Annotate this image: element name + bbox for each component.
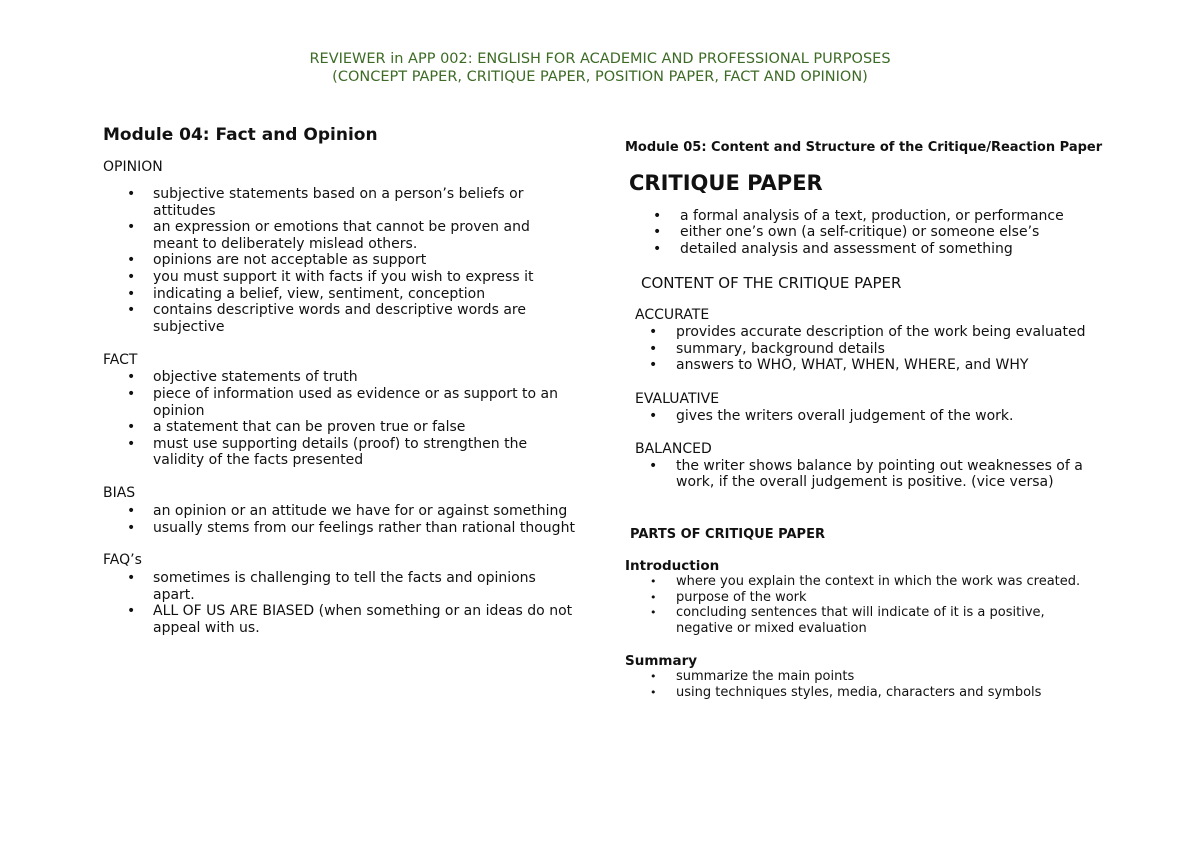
list-item: • gives the writers overall judgement of the work.	[621, 408, 1105, 425]
list-item: • piece of information used as evidence or as support to an opinion	[103, 386, 578, 419]
header-line-1: REVIEWER in APP 002: ENGLISH FOR ACADEMIC AND PROFESSIONAL PURPOSES	[309, 51, 891, 67]
list-item: • opinions are not acceptable as support	[103, 252, 578, 269]
bias-list	[103, 503, 578, 536]
critique-list	[625, 208, 1105, 258]
right-column	[625, 140, 1105, 701]
list-item: • summarize the main points	[625, 669, 1105, 685]
list-item: • an expression or emotions that cannot be proven and meant to deliberately mislead others.	[103, 219, 578, 252]
list-item: • a statement that can be proven true or false	[103, 419, 578, 436]
list-item: • answers to WHO, WHAT, WHEN, WHERE, and WHY	[621, 357, 1105, 374]
list-item: • subjective statements based on a person’s beliefs or attitudes	[103, 186, 578, 219]
summary-heading: Summary	[625, 653, 698, 670]
list-item: • detailed analysis and assessment of something	[625, 241, 1105, 258]
faq-list	[103, 570, 578, 636]
header-line-2: (CONCEPT PAPER, CRITIQUE PAPER, POSITION PAPER, FACT AND OPINION)	[332, 69, 868, 85]
list-item: • an opinion or an attitude we have for or against something	[103, 503, 578, 520]
accurate-heading: ACCURATE	[635, 307, 710, 324]
document-header	[0, 50, 1200, 86]
summary-list	[625, 669, 1105, 701]
opinion-heading: OPINION	[103, 159, 163, 175]
list-item: • purpose of the work	[625, 590, 1105, 606]
accurate-list	[621, 324, 1105, 374]
balanced-list	[621, 458, 1105, 491]
list-item: • summary, background details	[621, 341, 1105, 358]
list-item: • objective statements of truth	[103, 369, 578, 386]
list-item: • usually stems from our feelings rather than rational thought	[103, 520, 578, 537]
introduction-heading: Introduction	[625, 557, 720, 574]
list-item: • sometimes is challenging to tell the facts and opinions apart.	[103, 570, 578, 603]
list-item: • a formal analysis of a text, production, or performance	[625, 208, 1105, 225]
fact-heading: FACT	[103, 352, 138, 369]
list-item: • the writer shows balance by pointing out weaknesses of a work, if the overall judgement is positive. (vice versa)	[621, 458, 1105, 491]
list-item: • either one’s own (a self-critique) or someone else’s	[625, 224, 1105, 241]
content-title: CONTENT OF THE CRITIQUE PAPER	[641, 274, 902, 293]
introduction-list	[625, 574, 1105, 637]
critique-paper-title: CRITIQUE PAPER	[629, 170, 823, 195]
parts-title: PARTS OF CRITIQUE PAPER	[630, 526, 825, 542]
list-item: • provides accurate description of the work being evaluated	[621, 324, 1105, 341]
evaluative-list	[621, 408, 1105, 425]
faq-heading: FAQ’s	[103, 552, 142, 569]
module-04-title: Module 04: Fact and Opinion	[103, 125, 378, 145]
list-item: • concluding sentences that will indicate of it is a positive, negative or mixed evaluation	[625, 605, 1105, 637]
list-item: • ALL OF US ARE BIASED (when something or an ideas do not appeal with us.	[103, 603, 578, 636]
list-item: • using techniques styles, media, characters and symbols	[625, 685, 1105, 701]
opinion-list	[103, 186, 578, 335]
balanced-heading: BALANCED	[635, 440, 712, 457]
list-item: • indicating a belief, view, sentiment, conception	[103, 286, 578, 303]
left-column	[103, 124, 578, 636]
list-item: • must use supporting details (proof) to strengthen the validity of the facts presented	[103, 436, 578, 469]
bias-heading: BIAS	[103, 484, 136, 501]
list-item: • contains descriptive words and descriptive words are subjective	[103, 302, 578, 335]
list-item: • you must support it with facts if you wish to express it	[103, 269, 578, 286]
evaluative-heading: EVALUATIVE	[635, 391, 720, 408]
module-05-title: Module 05: Content and Structure of the Critique/Reaction Paper	[625, 140, 1103, 155]
fact-list	[103, 369, 578, 469]
list-item: • where you explain the context in which the work was created.	[625, 574, 1105, 590]
